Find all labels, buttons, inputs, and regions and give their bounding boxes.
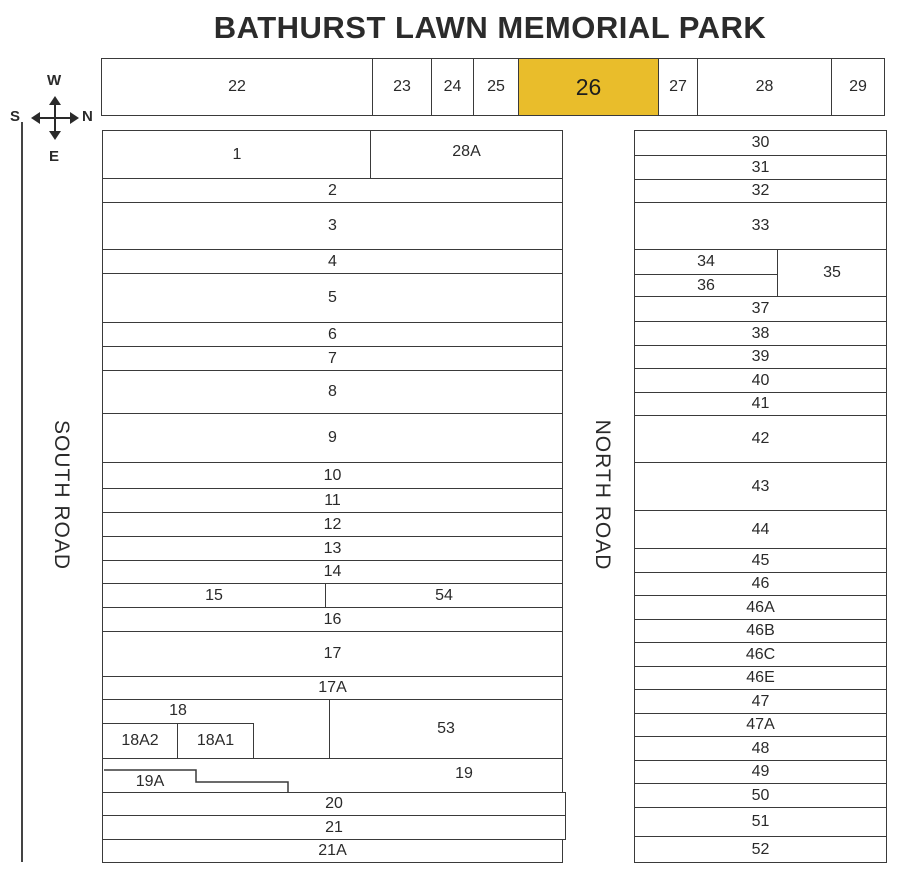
section-21a[interactable]: 21A bbox=[102, 839, 563, 863]
section-6[interactable]: 6 bbox=[102, 322, 563, 347]
section-53[interactable]: 53 bbox=[329, 699, 563, 759]
section-46e[interactable]: 46E bbox=[634, 666, 887, 690]
section-51[interactable]: 51 bbox=[634, 807, 887, 837]
section-36[interactable]: 36 bbox=[634, 274, 778, 297]
section-11[interactable]: 11 bbox=[102, 488, 563, 513]
section-19-label: 19 bbox=[455, 765, 473, 782]
compass-rose bbox=[10, 72, 110, 165]
section-8[interactable]: 8 bbox=[102, 370, 563, 414]
section-28a[interactable]: 28A bbox=[370, 130, 563, 179]
section-29[interactable]: 29 bbox=[831, 58, 885, 116]
section-34[interactable]: 34 bbox=[634, 249, 778, 275]
section-48[interactable]: 48 bbox=[634, 736, 887, 761]
section-45[interactable]: 45 bbox=[634, 548, 887, 573]
section-32[interactable]: 32 bbox=[634, 179, 887, 203]
section-14[interactable]: 14 bbox=[102, 560, 563, 584]
section-44[interactable]: 44 bbox=[634, 510, 887, 549]
section-17[interactable]: 17 bbox=[102, 631, 563, 677]
section-28[interactable]: 28 bbox=[697, 58, 832, 116]
section-10[interactable]: 10 bbox=[102, 462, 563, 489]
section-24[interactable]: 24 bbox=[431, 58, 474, 116]
section-27[interactable]: 27 bbox=[658, 58, 698, 116]
section-46[interactable]: 46 bbox=[634, 572, 887, 596]
section-4[interactable]: 4 bbox=[102, 249, 563, 274]
section-47[interactable]: 47 bbox=[634, 689, 887, 714]
section-33[interactable]: 33 bbox=[634, 202, 887, 250]
section-3[interactable]: 3 bbox=[102, 202, 563, 250]
south-road-line bbox=[21, 122, 23, 862]
section-9[interactable]: 9 bbox=[102, 413, 563, 463]
section-5[interactable]: 5 bbox=[102, 273, 563, 323]
section-18-label: 18 bbox=[169, 702, 187, 719]
section-54[interactable]: 54 bbox=[325, 583, 563, 608]
section-16[interactable]: 16 bbox=[102, 607, 563, 632]
section-38[interactable]: 38 bbox=[634, 321, 887, 346]
section-50[interactable]: 50 bbox=[634, 783, 887, 808]
compass-south-label: S bbox=[10, 108, 21, 125]
section-46b[interactable]: 46B bbox=[634, 619, 887, 643]
section-46a[interactable]: 46A bbox=[634, 595, 887, 620]
section-1[interactable]: 1 bbox=[102, 130, 372, 179]
section-22[interactable]: 22 bbox=[101, 58, 373, 116]
section-2[interactable]: 2 bbox=[102, 178, 563, 203]
section-43[interactable]: 43 bbox=[634, 462, 887, 511]
section-18a2[interactable]: 18A2 bbox=[102, 723, 178, 759]
compass-north-label: N bbox=[82, 108, 93, 125]
section-52[interactable]: 52 bbox=[634, 836, 887, 863]
section-39[interactable]: 39 bbox=[634, 345, 887, 369]
section-13[interactable]: 13 bbox=[102, 536, 563, 561]
compass-west-label: W bbox=[47, 72, 62, 89]
section-31[interactable]: 31 bbox=[634, 155, 887, 180]
south-road-label: SOUTH ROAD bbox=[50, 419, 73, 571]
section-46c[interactable]: 46C bbox=[634, 642, 887, 667]
section-21[interactable]: 21 bbox=[102, 815, 566, 840]
section-26-highlighted[interactable]: 26 bbox=[518, 58, 659, 116]
section-30[interactable]: 30 bbox=[634, 130, 887, 156]
section-25[interactable]: 25 bbox=[473, 58, 519, 116]
section-37[interactable]: 37 bbox=[634, 296, 887, 322]
section-49[interactable]: 49 bbox=[634, 760, 887, 784]
section-23[interactable]: 23 bbox=[372, 58, 432, 116]
section-12[interactable]: 12 bbox=[102, 512, 563, 537]
section-40[interactable]: 40 bbox=[634, 368, 887, 393]
section-41[interactable]: 41 bbox=[634, 392, 887, 416]
section-15[interactable]: 15 bbox=[102, 583, 326, 608]
section-42[interactable]: 42 bbox=[634, 415, 887, 463]
section-17a[interactable]: 17A bbox=[102, 676, 563, 700]
section-7[interactable]: 7 bbox=[102, 346, 563, 371]
section-47a[interactable]: 47A bbox=[634, 713, 887, 737]
section-20[interactable]: 20 bbox=[102, 792, 566, 816]
compass-east-label: E bbox=[49, 148, 60, 165]
map-title: BATHURST LAWN MEMORIAL PARK bbox=[213, 10, 767, 45]
section-18a1[interactable]: 18A1 bbox=[177, 723, 254, 759]
section-35[interactable]: 35 bbox=[777, 249, 887, 297]
north-road-label: NORTH ROAD bbox=[591, 419, 614, 571]
section-19a[interactable]: 19A bbox=[135, 773, 165, 790]
